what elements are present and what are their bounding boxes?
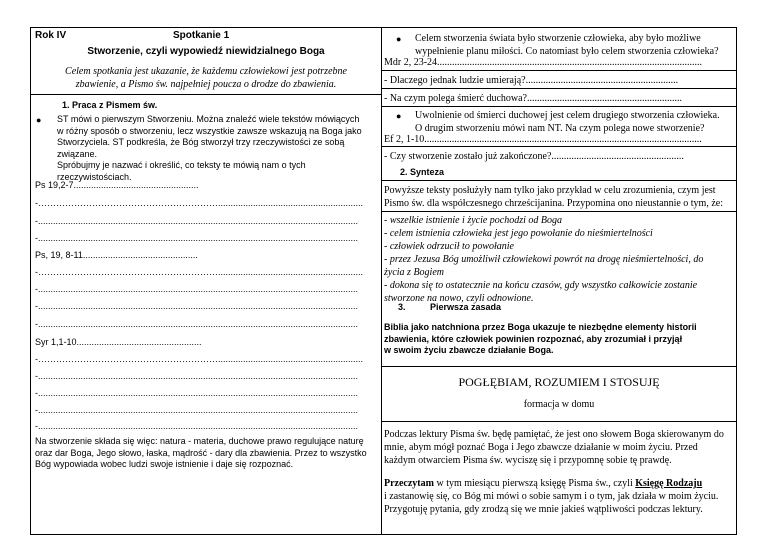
emphasis: Przeczytam [384, 478, 434, 489]
paragraph-line: wypełnienie planu miłości. Co natomiast było celem stworzenia człowieka? [415, 46, 719, 57]
second-creation-paragraph [415, 109, 735, 135]
list-item: - celem istnienia człowieka jest jego powołanie do nieśmiertelności [384, 228, 653, 239]
list-item: - przez Jezusa Bóg umożliwił człowiekowi powrót na drogę nieśmiertelności, do [384, 254, 704, 265]
text-span: w tym miesiącu pierwszą księgę Pisma św., czyli [433, 478, 636, 489]
answer-line[interactable]: -................................................................................................................................ [35, 301, 359, 311]
principle-text [384, 322, 734, 357]
section-title: POGŁĘBIAM, ROZUMIEM I STOSUJĘ [458, 375, 660, 389]
paragraph-line: Spróbujmy je nazwać i określić, co teksty te mówią nam o tych rzeczywistościach. [57, 160, 306, 182]
paragraph-line: każdym otwarciem Pisma św. wyciszę się i przypomnę sobie tę prawdę. [384, 455, 672, 466]
divider [381, 146, 737, 147]
book-name: Księgę Rodzaju [635, 478, 703, 489]
divider [381, 106, 737, 107]
divider [381, 366, 737, 367]
paragraph-line: Stworzyciela. ST podkreśla, że Bóg stworzył trzy rzeczywistości ze sobą [57, 137, 345, 148]
truths-list [384, 214, 736, 305]
divider [30, 94, 382, 95]
paragraph-line: w różny sposób o stworzeniu, lecz wszystkie zawsze wskazują na Boga jako [57, 125, 362, 136]
answer-line[interactable]: -…………………………………………………….......................................................... [35, 267, 364, 277]
paragraph-line: w swoim życiu zbawcze działanie Boga. [384, 345, 554, 356]
reading-paragraph [384, 428, 736, 467]
scripture-ref: Mdr 2, 23-24.......................................................................................................... [384, 57, 703, 68]
answer-line[interactable]: -................................................................................................................................ [35, 405, 359, 415]
paragraph-line: Uwolnienie od śmierci duchowej jest celem drugiego stworzenia człowieka. [415, 110, 720, 121]
paragraph-line: ST mówi o pierwszym Stworzeniu. Można znaleźć wiele tekstów mówiących [57, 114, 360, 124]
answer-line[interactable]: -................................................................................................................................ [35, 388, 359, 398]
bullet-icon: ● [396, 34, 402, 44]
page-title: Stworzenie, czyli wypowiedź niewidzialnego Boga [87, 46, 325, 57]
divider [381, 180, 737, 181]
list-item: - człowiek odrzucił to powołanie [384, 241, 514, 252]
answer-line[interactable]: -................................................................................................................................ [35, 371, 359, 381]
answer-line[interactable]: -…………………………………………………….......................................................... [35, 354, 364, 364]
paragraph-line: mnie, abym mógł poznać Boga i Jego zbawcze działanie w moim życiu. Przed [384, 442, 698, 453]
homework-paragraph [384, 477, 736, 516]
paragraph-line: Podczas lektury Pisma św. będę pamiętać, że jest ono słowem Boga skierowanym do [384, 429, 724, 440]
scripture-ref: Ef 2, 1-10............................................................................................................... [384, 134, 702, 145]
year-label: Rok IV [35, 30, 67, 41]
divider [381, 211, 737, 212]
paragraph-line: O drugim stworzeniu mówi nam NT. Na czym polega nowe stworzenie? [415, 123, 705, 134]
synteza-heading: 2. Synteza [400, 167, 445, 177]
question: - Czy stworzenie zostało już zakończone?..................................................... [384, 151, 684, 162]
paragraph-line [384, 477, 736, 490]
intro-text [40, 65, 372, 91]
paragraph-line: związane. [57, 148, 98, 159]
answer-line[interactable]: -…………………………………………………….......................................................... [35, 198, 364, 208]
paragraph-line: Przygotuję pytania, gdy zrodzą się we mnie jakieś wątpliwości podczas lektury. [384, 504, 703, 515]
answer-line[interactable]: -................................................................................................................................ [35, 216, 359, 226]
list-item: życia z Bogiem [384, 267, 444, 278]
scripture-ref: Ps, 19, 8-11.............................................. [35, 250, 198, 260]
scripture-ref: Ps 19,2-7.................................................. [35, 180, 199, 190]
intro-line: Celem spotkania jest ukazanie, że każdemu człowiekowi jest potrzebne [65, 66, 347, 77]
principle-number: 3. [398, 302, 406, 312]
paragraph-line: Powyższe teksty posłużyły nam tylko jako przykład w celu zrozumienia, czym jest [384, 185, 716, 196]
section-subtitle: formacja w domu [523, 399, 595, 410]
answer-line[interactable]: -................................................................................................................................ [35, 319, 359, 329]
purpose-paragraph [415, 32, 735, 58]
answer-line[interactable]: -................................................................................................................................ [35, 421, 359, 431]
answer-line[interactable]: -................................................................................................................................ [35, 233, 359, 243]
paragraph-line: i zastanowię się, co Bóg mi mówi o sobie samym i o tym, jak działa w moim życiu. [384, 491, 719, 502]
paragraph-line: Bóg wypowiada wobec ludzi swoje istnienie i daje się rozpoznać. [35, 459, 294, 470]
paragraph-line: Celem stworzenia świata było stworzenie człowieka, aby było możliwe [415, 33, 701, 44]
scripture-ref: Syr 1,1-10.................................................. [35, 337, 202, 347]
divider [381, 88, 737, 89]
divider [381, 421, 737, 422]
list-item: stworzone na nowo, czyli odnowione. [384, 293, 534, 304]
meeting-label: Spotkanie 1 [173, 30, 230, 41]
paragraph-line: Pismo św. dla współczesnego chrześcijanina. Przypomina ono nieustannie o tym, że: [384, 198, 723, 209]
divider [381, 70, 737, 71]
bullet-icon: ● [396, 111, 402, 121]
summary-paragraph [35, 436, 375, 471]
list-item: - wszelkie istnienie i życie pochodzi od Boga [384, 215, 563, 226]
answer-line[interactable]: -................................................................................................................................ [35, 284, 359, 294]
paragraph-line: zbawienia, które człowiek powinien rozpoznać, aby zrozumiał i przyjął [384, 333, 683, 344]
list-item: - dokona się to ostatecznie na końcu czasów, gdy wszystko całkowicie zostanie [384, 280, 698, 291]
paragraph-line: oraz dar Boga, Jego słowo, łaska, mądrość - dary dla zbawienia. Przez to wszystko [35, 447, 367, 458]
question: - Dlaczego jednak ludzie umierają?............................................................. [384, 75, 679, 86]
paragraph-line: Biblia jako natchniona przez Boga ukazuje te niezbędne elementy historii [384, 322, 697, 332]
bullet-icon: ● [36, 115, 42, 125]
principle-heading: Pierwsza zasada [430, 302, 502, 312]
question: - Na czym polega śmierć duchowa?.............................................................. [384, 93, 682, 104]
section1-paragraph [57, 114, 379, 183]
paragraph-line: Na stworzenie składa się więc: natura - materia, duchowe prawo regulujące naturę [35, 436, 364, 446]
synteza-paragraph [384, 184, 736, 210]
section-heading: 1. Praca z Pismem św. [62, 100, 158, 110]
intro-line: zbawienie, a Pismo św. najpełniej poucza o drodze do zbawienia. [75, 79, 337, 90]
